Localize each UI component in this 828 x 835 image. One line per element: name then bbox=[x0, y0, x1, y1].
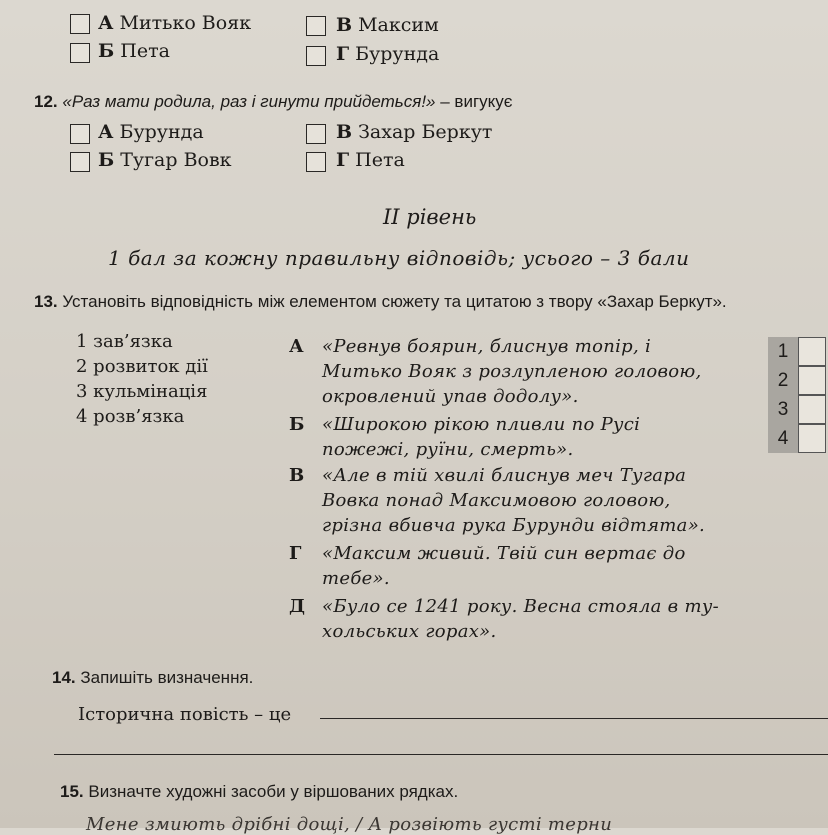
quote-letter-b: Б bbox=[289, 414, 305, 435]
checkbox-11-d[interactable] bbox=[306, 46, 326, 66]
quote-letter-d: Г bbox=[289, 543, 302, 564]
plot-element-4: 4 розв’язка bbox=[76, 406, 185, 427]
option-12-c: В Захар Беркут bbox=[336, 121, 493, 143]
quote-b-line-1: «Широкою рікою пливли по Русі bbox=[322, 414, 641, 435]
checkbox-12-b[interactable] bbox=[70, 152, 90, 172]
question-13: 13. Установіть відповідність між елементом сюжету та цитатою з твору «Захар Беркут». bbox=[34, 292, 727, 311]
quote-a-line-2: Митько Вояк з розлупленою головою, bbox=[322, 361, 702, 382]
quote-c-line-2: Вовка понад Максимовою головою, bbox=[322, 490, 671, 511]
quote-e-line-2: хольських горах». bbox=[322, 621, 497, 642]
option-11-a: А Митько Вояк bbox=[98, 12, 252, 34]
plot-element-3: 3 кульмінація bbox=[76, 381, 208, 402]
quote-a-line-1: «Ревнув боярин, блиснув топір, і bbox=[322, 336, 652, 357]
quote-letter-c: В bbox=[289, 465, 305, 486]
option-11-d: Г Бурунда bbox=[336, 43, 440, 65]
level-title: ІІ рівень bbox=[383, 205, 477, 229]
level-subtitle: 1 бал за кожну правильну відповідь; усього – 3 бали bbox=[108, 246, 690, 270]
quote-e-line-1: «Було се 1241 року. Весна стояла в ту- bbox=[322, 596, 719, 617]
checkbox-12-d[interactable] bbox=[306, 152, 326, 172]
quote-b-line-2: пожежі, руїни, смерть». bbox=[322, 439, 574, 460]
plot-element-1: 1 зав’язка bbox=[76, 331, 173, 352]
option-11-c: В Максим bbox=[336, 14, 439, 36]
grid-cell-3[interactable] bbox=[798, 395, 826, 424]
quote-c-line-3: грізна вбивча рука Бурунди відтята». bbox=[322, 515, 706, 536]
quote-letter-a: А bbox=[289, 336, 304, 357]
option-12-d: Г Пета bbox=[336, 149, 405, 171]
quote-a-line-3: окровлений упав додолу». bbox=[322, 386, 579, 407]
grid-cell-1[interactable] bbox=[798, 337, 826, 366]
option-12-b: Б Тугар Вовк bbox=[98, 149, 232, 171]
verse-line: Мене змиють дрібні дощі, / А розвіють густі терни bbox=[86, 814, 613, 835]
checkbox-12-a[interactable] bbox=[70, 124, 90, 144]
checkbox-11-a[interactable] bbox=[70, 14, 90, 34]
grid-cell-4[interactable] bbox=[798, 424, 826, 453]
checkbox-12-c[interactable] bbox=[306, 124, 326, 144]
question-15: 15. Визначте художні засоби у віршованих рядках. bbox=[60, 782, 459, 801]
answer-line-1[interactable] bbox=[320, 718, 828, 719]
option-12-a: А Бурунда bbox=[98, 121, 204, 143]
answer-grid bbox=[768, 337, 828, 455]
question-14: 14. Запишіть визначення. bbox=[52, 668, 254, 687]
plot-element-2: 2 розвиток дії bbox=[76, 356, 208, 377]
quote-d-line-1: «Максим живий. Твій син вертає до bbox=[322, 543, 686, 564]
quote-letter-e: Д bbox=[289, 596, 306, 617]
grid-number-4: 4 bbox=[768, 424, 798, 453]
grid-cell-2[interactable] bbox=[798, 366, 826, 395]
answer-line-2[interactable] bbox=[54, 754, 828, 755]
quote-d-line-2: тебе». bbox=[322, 568, 390, 589]
checkbox-11-c[interactable] bbox=[306, 16, 326, 36]
grid-number-3: 3 bbox=[768, 395, 798, 424]
grid-number-2: 2 bbox=[768, 366, 798, 395]
checkbox-11-b[interactable] bbox=[70, 43, 90, 63]
definition-prompt: Історична повість – це bbox=[78, 704, 292, 725]
quote-c-line-1: «Але в тій хвилі блиснув меч Тугара bbox=[322, 465, 687, 486]
grid-number-1: 1 bbox=[768, 337, 798, 366]
option-11-b: Б Пета bbox=[98, 40, 170, 62]
question-12: 12. «Раз мати родила, раз і гинути прийдеться!» – вигукує bbox=[34, 92, 513, 111]
